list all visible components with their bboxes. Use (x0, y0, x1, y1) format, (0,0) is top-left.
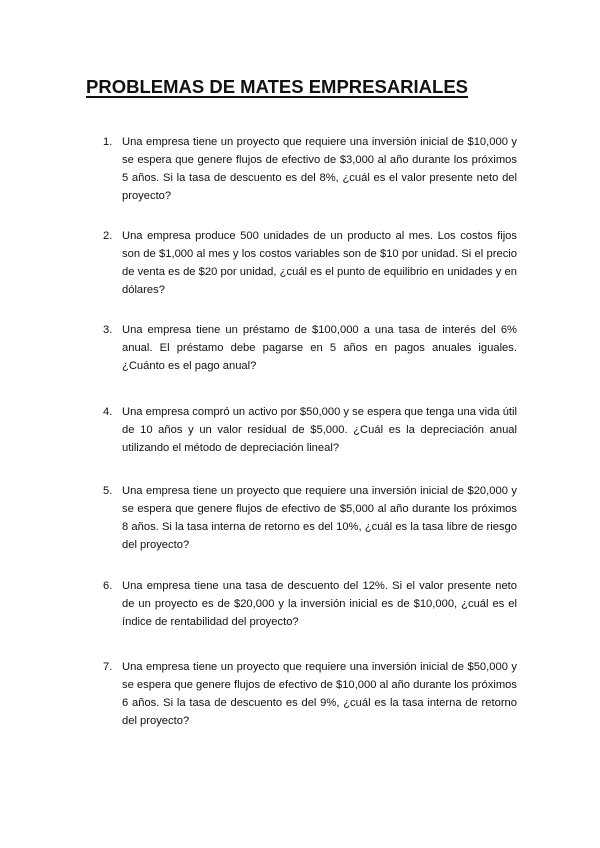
problem-number: 7. (103, 661, 113, 673)
problem-number: 3. (103, 324, 113, 336)
problem-text: Una empresa produce 500 unidades de un producto al mes. Los costos fijos son de $1,000 al mes y los costos variables son de $10 por unidad. Si el precio de venta es de $20 por unidad, ¿cuál es el punto de equilibrio en unidades y en dólares? (122, 230, 517, 296)
problem-number: 6. (103, 580, 113, 592)
problem-text: Una empresa tiene un préstamo de $100,000 a una tasa de interés del 6% anual. El préstamo debe pagarse en 5 años en pagos anuales iguales. ¿Cuánto es el pago anual? (122, 324, 517, 372)
problem-text: Una empresa tiene un proyecto que requiere una inversión inicial de $50,000 y se espera que genere flujos de efectivo de $10,000 al año durante los próximos 6 años. Si la tasa de descuento es del 9%, ¿cuál es la tasa interna de retorno del proyecto? (122, 661, 517, 727)
problem-item-7 (103, 658, 517, 730)
problem-text: Una empresa compró un activo por $50,000 y se espera que tenga una vida útil de 10 años y un valor residual de $5,000. ¿Cuál es la depreciación anual utilizando el método de depreciación lineal? (122, 406, 517, 454)
problem-item-5 (103, 482, 517, 554)
problem-number: 5. (103, 485, 113, 497)
problem-number: 1. (103, 136, 113, 148)
problem-item-1 (103, 133, 517, 205)
problem-text: Una empresa tiene un proyecto que requiere una inversión inicial de $10,000 y se espera que genere flujos de efectivo de $3,000 al año durante los próximos 5 años. Si la tasa de descuento es del 8%, ¿cuál es el valor presente neto del proyecto? (122, 136, 517, 202)
problem-number: 4. (103, 406, 113, 418)
problem-item-3 (103, 321, 517, 375)
problem-item-4 (103, 403, 517, 457)
problem-item-2 (103, 227, 517, 299)
page-title: PROBLEMAS DE MATES EMPRESARIALES (86, 76, 469, 97)
problem-text: Una empresa tiene un proyecto que requiere una inversión inicial de $20,000 y se espera que genere flujos de efectivo de $5,000 al año durante los próximos 8 años. Si la tasa interna de retorno es del 10%, ¿cuál es la tasa libre de riesgo del proyecto? (122, 485, 517, 551)
problem-number: 2. (103, 230, 113, 242)
problem-item-6 (103, 577, 517, 631)
problem-text: Una empresa tiene una tasa de descuento del 12%. Si el valor presente neto de un proyecto es de $20,000 y la inversión inicial es de $10,000, ¿cuál es el índice de rentabilidad del proyecto? (122, 580, 517, 628)
